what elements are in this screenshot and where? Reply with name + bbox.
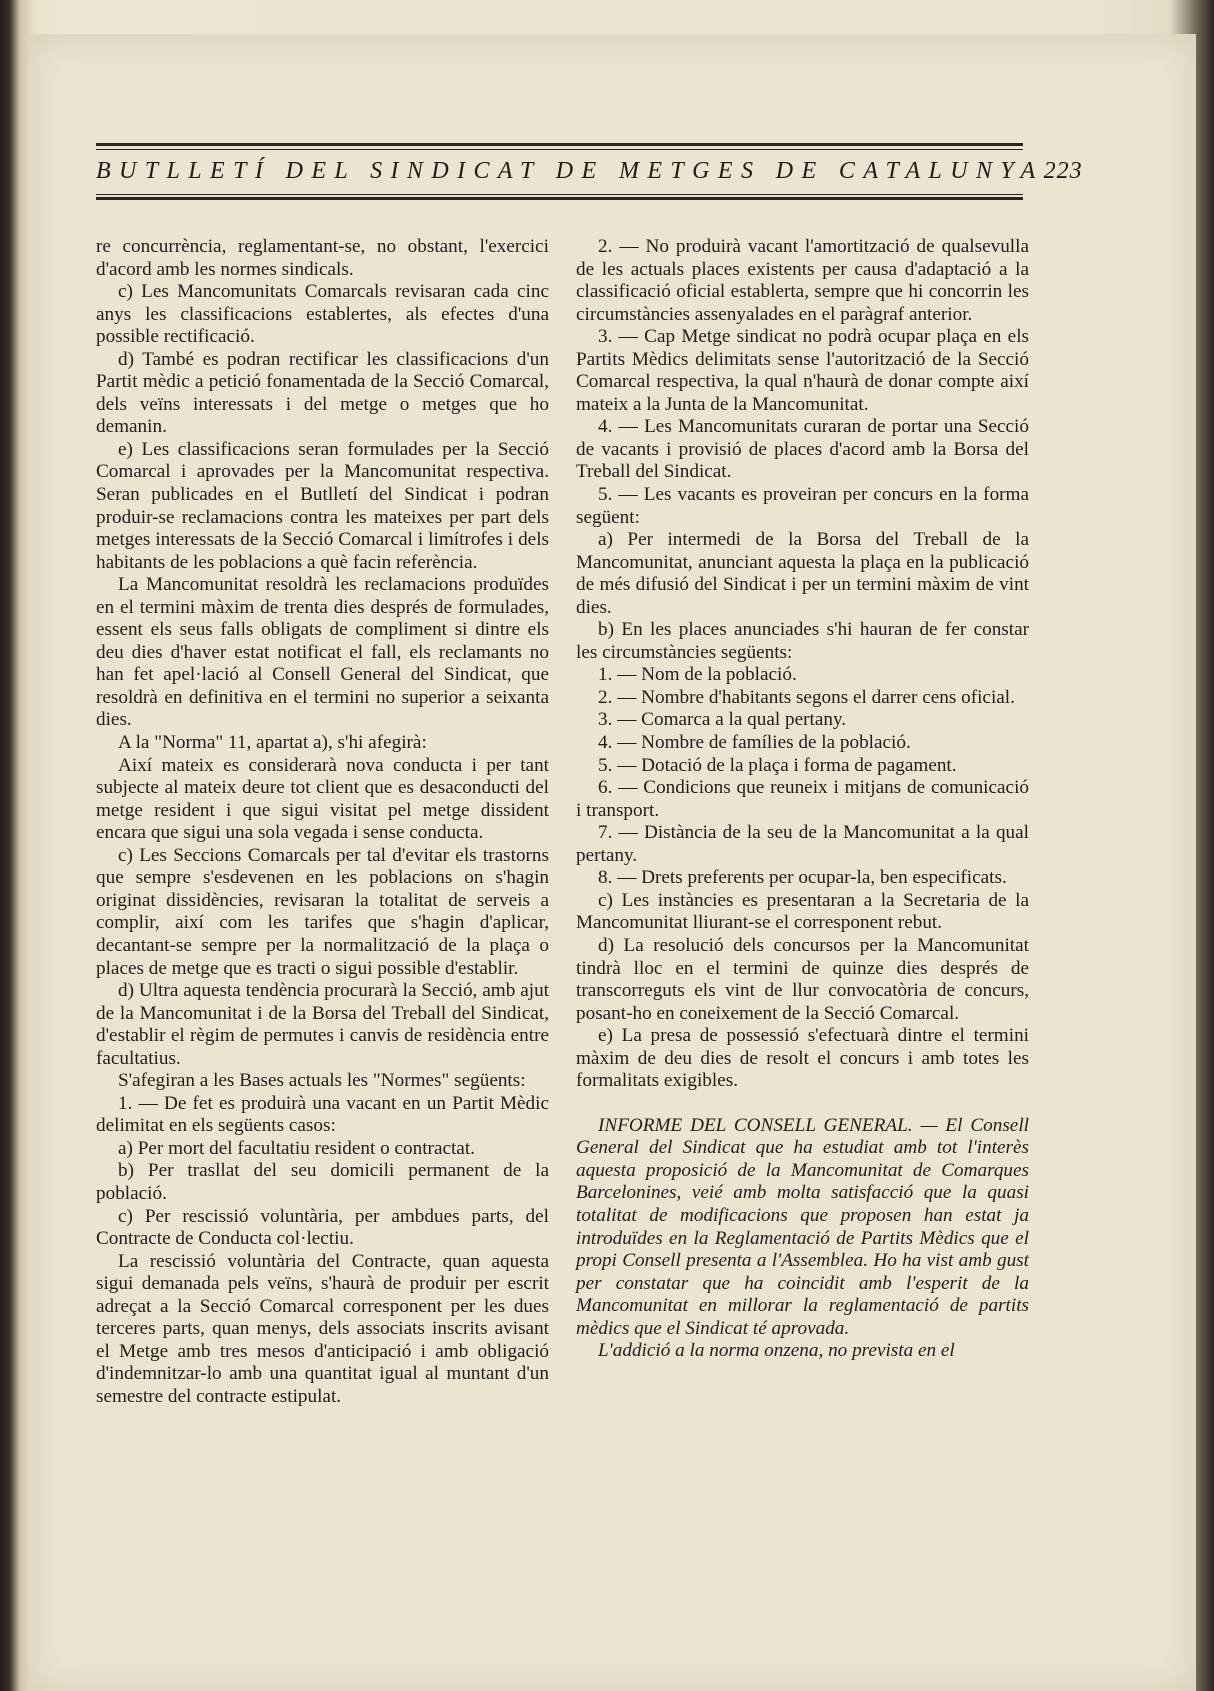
page-number: 223 [1043, 158, 1083, 184]
paragraph: b) En les places anunciades s'hi hauran de fer constar les circumstàncies següents: [576, 619, 1029, 663]
paragraph: e) Les classificacions seran formulades per la Secció Comarcal i aprovades per la Mancomunitat respectiva. Seran publicades en el Butlletí del Sindicat i podran produir-se reclamacions contra les mateixes per part dels metges interessats de la Secció Comarcal i limítrofes i dels habitants de les poblacions a què facin referència. [96, 438, 549, 573]
running-title: BUTLLETÍ DEL SINDICAT DE METGES DE CATALUNYA [96, 158, 1044, 184]
header-rule-bottom-thin [96, 194, 1023, 195]
paragraph: 8. — Drets preferents per ocupar-la, ben especificats. [598, 867, 1007, 889]
paragraph: La Mancomunitat resoldrà les reclamacions produïdes en el termini màxim de trenta dies després de formulades, essent els seus falls obligats de compliment si dintre els deu dies d'haver estat notificat el fall, els reclamants no han fet apel·lació al Consell General del Sindicat, que resoldrà en definitiva en el termini no superior a seixanta dies. [96, 574, 549, 731]
paragraph: L'addició a la norma onzena, no prevista en el [598, 1340, 955, 1362]
paragraph: d) La resolució dels concursos per la Mancomunitat tindrà lloc en el termini de quinze dies després de transcorreguts els vint de llur convocatòria de concurs, posant-ho en coneixement de la Secció Comarcal. [576, 934, 1029, 1024]
paragraph: 3. — Cap Metge sindicat no podrà ocupar plaça en els Partits Mèdics delimitats sense l'autorització de la Secció Comarcal respectiva, la qual n'haurà de donar compte així mateix a la Junta de la Mancomunitat. [576, 326, 1029, 415]
paragraph: 4. — Nombre de famílies de la població. [598, 732, 911, 754]
paragraph: d) Ultra aquesta tendència procurarà la Secció, amb ajut de la Mancomunitat i de la Borsa del Treball del Sindicat, d'establir el règim de permutes i canvis de residència entre facultatius. [96, 980, 549, 1069]
paragraph: A la "Norma" 11, apartat a), s'hi afegirà: [118, 732, 427, 754]
paragraph: re concurrència, reglamentant-se, no obstant, l'exercici d'acord amb les normes sindicals. [96, 236, 549, 280]
paragraph: c) Les Mancomunitats Comarcals revisaran cada cinc anys les classificacions establertes, als efectes d'una possible rectificació. [96, 281, 549, 348]
paragraph: b) Per trasllat del seu domicili permanent de la població. [96, 1160, 549, 1204]
paragraph: 1. — De fet es produirà una vacant en un Partit Mèdic delimitat en els següents casos: [96, 1092, 549, 1137]
paragraph: e) La presa de possessió s'efectuarà dintre el termini màxim de deu dies de resolt el concurs i amb totes les formalitats exigibles. [576, 1025, 1029, 1092]
paragraph: 7. — Distància de la seu de la Mancomunitat a la qual pertany. [576, 822, 1029, 866]
paragraph: c) Per rescissió voluntària, per ambdues parts, del Contracte de Conducta col·lectiu. [96, 1205, 549, 1250]
paragraph: a) Per intermedi de la Borsa del Treball de la Mancomunitat, anunciant aquesta la plaça en la publicació de més difusió del Sindicat i per un termini màxim de vint dies. [576, 529, 1029, 618]
paragraph: La rescissió voluntària del Contracte, quan aquesta sigui demanada pels veïns, s'haurà de produir per escrit adreçat a la Secció Comarcal corresponent per les dues terceres parts, quan menys, dels associats inscrits avisant el Metge amb tres mesos d'anticipació i amb obligació d'indemnitzar-lo amb una quantitat igual al muntant d'un semestre del contracte estipulat. [96, 1250, 549, 1407]
paragraph: c) Les instàncies es presentaran a la Secretaria de la Mancomunitat lliurant-se el corresponent rebut. [576, 889, 1029, 934]
running-head-line [96, 158, 1083, 185]
paragraph: 1. — Nom de la població. [598, 664, 797, 686]
paragraph: S'afegiran a les Bases actuals les "Normes" següents: [118, 1070, 526, 1092]
paragraph: d) També es podran rectificar les classificacions d'un Partit mèdic a petició fonamentada de la Secció Comarcal, dels veïns interessats i del metge o metges que ho demanin. [96, 348, 549, 438]
paragraph: 2. — No produirà vacant l'amortització de qualsevulla de les actuals places existents per causa d'adaptació a la classificació oficial establerta, sempre que hi concorrin les circumstàncies assenyalades en el paràgraf anterior. [576, 236, 1029, 325]
header-rule-top-thin [96, 149, 1023, 150]
paragraph: c) Les Seccions Comarcals per tal d'evitar els trastorns que sempre s'esdevenen en les poblacions on s'hagin originat dissidències, revisaran la totalitat de serveis a complir, així com les tarifes que s'hagin d'aplicar, decantant-se sempre per la normalització de la plaça o places de metge que es tracti o sigui possible d'establir. [96, 844, 549, 979]
council-report-paragraph: INFORME DEL CONSELL GENERAL. — El Consell General del Sindicat que ha estudiat amb tot l'interès aquesta proposició de la Mancomunitat de Comarques Barcelonines, veié amb molta satisfacció que la quasi totalitat de modificacions que proposen han estat ja introduïdes en la Reglamentació de Partits Mèdics que el propi Consell presenta a l'Assemblea. Ho ha vist amb gust per constatar que ha coincidit amb l'esperit de la Mancomunitat en millorar la reglamentació de partits mèdics que el Sindicat té aprovada. [576, 1114, 1029, 1339]
paragraph: Així mateix es considerarà nova conducta i per tant subjecte al mateix deure tot client que es desaconducti del metge resident i que sigui visitat pel metge dissident encara que sigui una sola vegada i sense conducta. [96, 754, 549, 844]
left-column [96, 236, 549, 1408]
paragraph: 4. — Les Mancomunitats curaran de portar una Secció de vacants i provisió de places d'acord amb la Borsa del Treball del Sindicat. [576, 416, 1029, 483]
header-rule-top [96, 143, 1023, 146]
paragraph: 5. — Dotació de la plaça i forma de pagament. [598, 754, 957, 776]
paragraph: 2. — Nombre d'habitants segons el darrer cens oficial. [598, 686, 1015, 708]
running-header [96, 143, 1083, 201]
paragraph: 3. — Comarca a la qual pertany. [598, 709, 847, 731]
paragraph: a) Per mort del facultatiu resident o contractat. [118, 1137, 475, 1159]
header-rule-bottom [96, 197, 1023, 200]
paragraph: 5. — Les vacants es proveiran per concurs en la forma següent: [576, 484, 1029, 528]
right-column [576, 236, 1029, 1363]
paragraph: 6. — Condicions que reuneix i mitjans de comunicació i transport. [576, 777, 1029, 821]
